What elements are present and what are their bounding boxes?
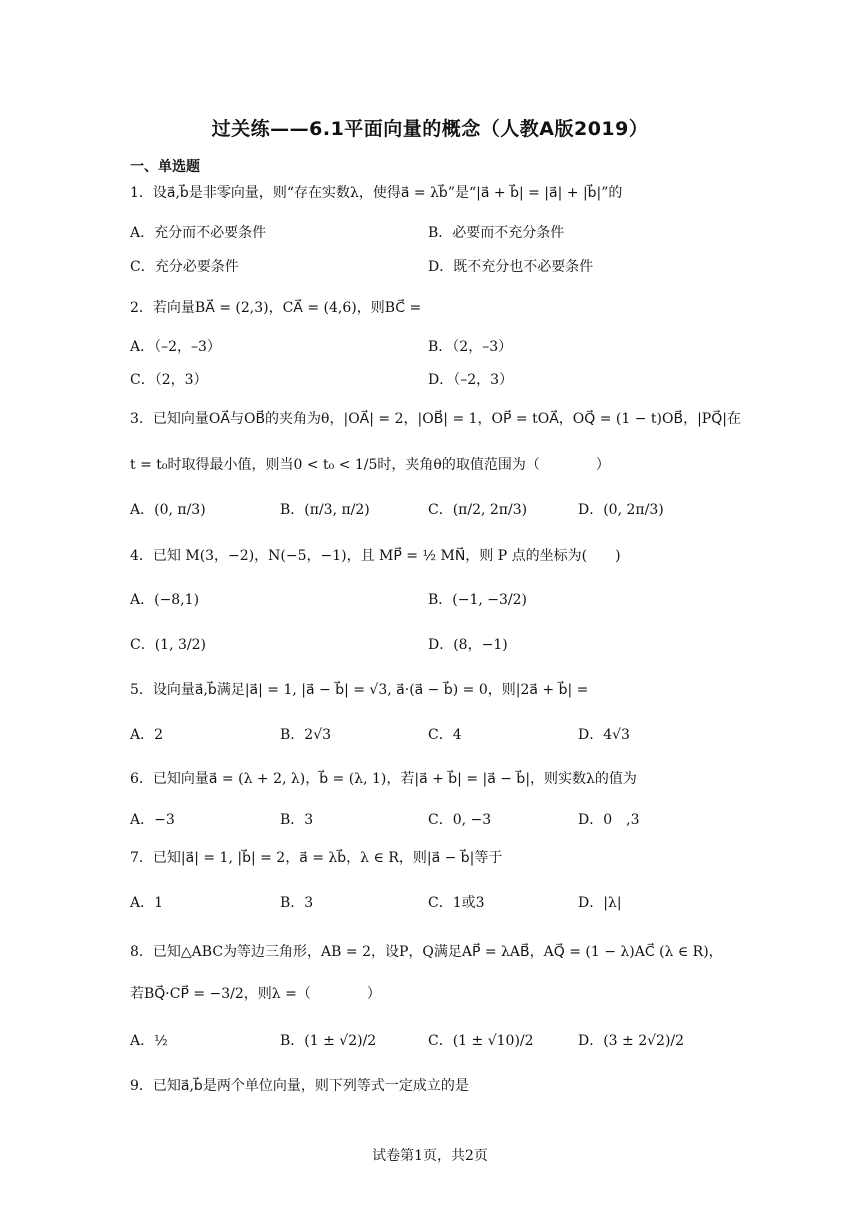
question-5-option-d[interactable]: D．4√3 [578,727,630,743]
question-8-stem-line-1: 8．已知△ABC为等边三角形，AB = 2，设P，Q满足AP⃗ = λAB⃗，AQ⃗ = (1 − λ)AC⃗ (λ ∈ R)， [130,944,723,960]
section-heading: 一、单选题 [130,159,200,175]
question-6-option-c[interactable]: C．0, −3 [428,812,492,828]
question-8-option-a[interactable]: A．½ [130,1033,168,1049]
question-4-option-c[interactable]: C．(1, 3/2) [130,637,206,653]
question-7-option-c[interactable]: C．1或3 [428,895,485,911]
question-5-option-a[interactable]: A．2 [130,727,164,743]
question-2-option-b[interactable]: B．（2，–3） [428,339,513,355]
page-footer: 试卷第1页，共2页 [372,1148,488,1164]
question-1-option-b[interactable]: B．必要而不充分条件 [428,225,565,241]
question-5-option-b[interactable]: B．2√3 [280,727,332,743]
question-6-option-d[interactable]: D．0 ,3 [578,812,640,828]
question-3-option-a[interactable]: A．(0, π/3) [130,502,206,518]
question-4-stem: 4．已知 M(3，−2)，N(−5，−1)，且 MP⃗ = ½ MN⃗，则 P 点的坐标为( ) [130,548,621,564]
page-title: 过关练——6.1平面向量的概念（人教A版2019） [211,118,649,140]
question-3-option-b[interactable]: B．(π/3, π/2) [280,502,370,518]
question-1-stem: 1．设a⃗,b⃗是非零向量，则“存在实数λ，使得a⃗ = λb⃗”是“|a⃗ + b⃗| = |a⃗| + |b⃗|”的 [130,185,623,201]
question-1-option-a[interactable]: A．充分而不必要条件 [130,225,267,241]
question-7-option-a[interactable]: A．1 [130,895,164,911]
question-8-option-c[interactable]: C．(1 ± √10)/2 [428,1033,534,1049]
question-8-option-b[interactable]: B．(1 ± √2)/2 [280,1033,377,1049]
question-2-stem: 2．若向量BA⃗ = (2,3)，CA⃗ = (4,6)，则BC⃗ = [130,300,422,316]
question-3-stem-line-2: t = t₀时取得最小值，则当0 < t₀ < 1/5时，夹角θ的取值范围为（ ） [130,457,610,473]
question-2-option-c[interactable]: C．（2，3） [130,372,208,388]
question-2-option-d[interactable]: D．（–2，3） [428,372,514,388]
question-5-stem: 5．设向量a⃗,b⃗满足|a⃗| = 1, |a⃗ − b⃗| = √3, a⃗·(a⃗ − b⃗) = 0，则|2a⃗ + b⃗| = [130,682,589,698]
question-5-option-c[interactable]: C．4 [428,727,462,743]
question-4-option-d[interactable]: D．(8，−1) [428,637,508,653]
question-4-option-b[interactable]: B．(−1, −3/2) [428,592,528,608]
question-1-option-c[interactable]: C．充分必要条件 [130,259,239,275]
question-2-option-a[interactable]: A．（–2，–3） [130,339,221,355]
question-9-stem: 9．已知a⃗,b⃗是两个单位向量，则下列等式一定成立的是 [130,1078,469,1094]
question-6-stem: 6．已知向量a⃗ = (λ + 2, λ)，b⃗ = (λ, 1)，若|a⃗ + b⃗| = |a⃗ − b⃗|，则实数λ的值为 [130,771,637,787]
question-3-option-c[interactable]: C．(π/2, 2π/3) [428,502,528,518]
question-6-option-a[interactable]: A．−3 [130,812,175,828]
question-6-option-b[interactable]: B．3 [280,812,314,828]
question-1-option-d[interactable]: D．既不充分也不必要条件 [428,259,594,275]
question-7-stem: 7．已知|a⃗| = 1, |b⃗| = 2，a⃗ = λb⃗，λ ∈ R，则|a⃗ − b⃗|等于 [130,850,503,866]
question-3-stem-line-1: 3．已知向量OA⃗与OB⃗的夹角为θ，|OA⃗| = 2，|OB⃗| = 1，OP⃗ = tOA⃗，OQ⃗ = (1 − t)OB⃗，|PQ⃗|在 [130,411,741,427]
question-3-option-d[interactable]: D．(0, 2π/3) [578,502,664,518]
question-8-option-d[interactable]: D．(3 ± 2√2)/2 [578,1033,685,1049]
question-4-option-a[interactable]: A．(−8,1) [130,592,200,608]
question-7-option-d[interactable]: D．|λ| [578,895,622,911]
question-7-option-b[interactable]: B．3 [280,895,314,911]
question-8-stem-line-2: 若BQ⃗·CP⃗ = −3/2，则λ =（ ） [130,986,381,1002]
